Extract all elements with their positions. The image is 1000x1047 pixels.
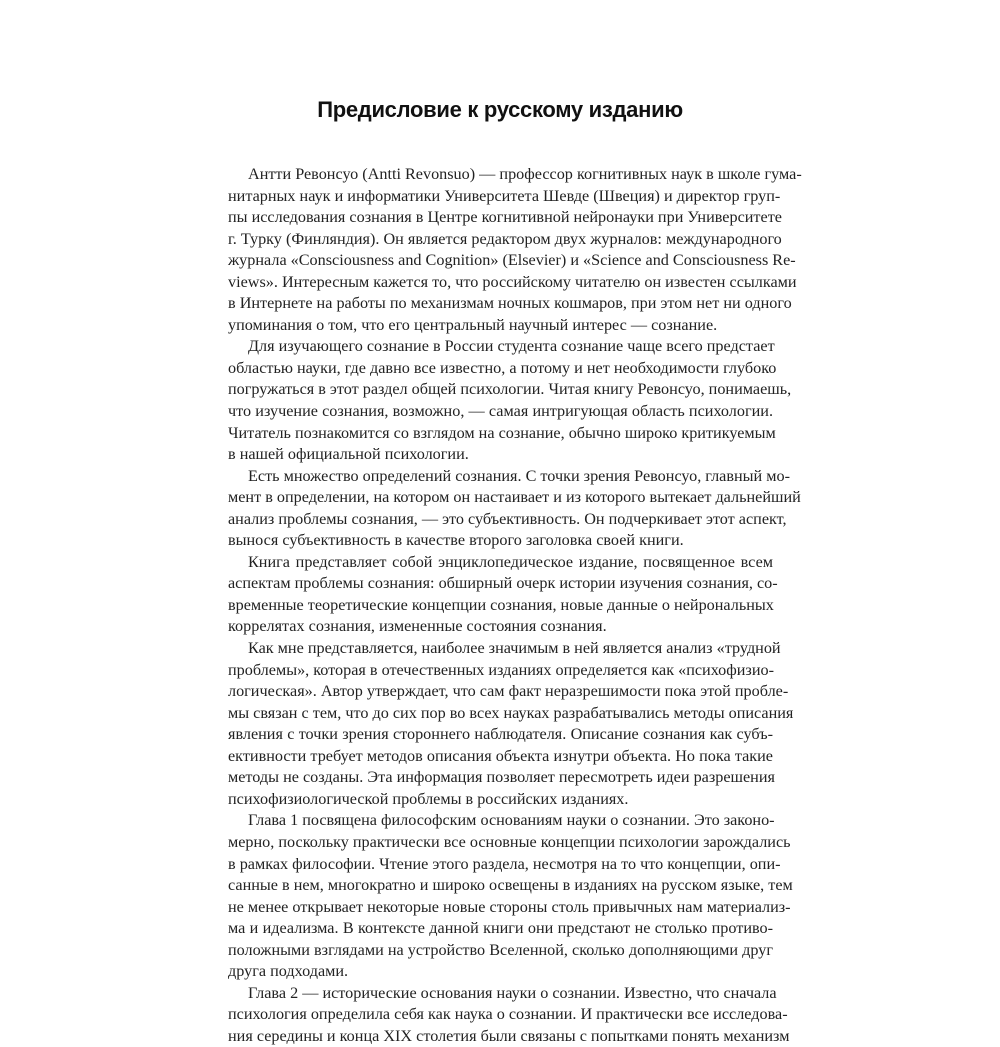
text-line: мерно, поскольку практически все основные концепции психологии зарождались bbox=[228, 832, 791, 851]
text-line: Антти Ревонсуо (Antti Revonsuo) — профессор когнитивных наук в школе гума- bbox=[248, 165, 802, 183]
text-line: явления с точки зрения стороннего наблюдателя. Описание сознания как субъ- bbox=[228, 725, 773, 744]
text-line: Читатель познакомится со взглядом на сознание, обычно широко критикуемым bbox=[228, 423, 776, 442]
text-line: Глава 2 — исторические основания науки о сознании. Известно, что сначала bbox=[248, 983, 777, 1002]
text-line: ния середины и конца XIX столетия были связаны с попытками понять механизм bbox=[228, 1026, 790, 1045]
text-line: в Интернете на работы по механизмам ночных кошмаров, при этом нет ни одного bbox=[228, 294, 792, 313]
text-line: ма и идеализма. В контексте данной книги они предстают не столько противо- bbox=[228, 919, 773, 938]
text-line: Для изучающего сознание в России студента сознание чаще всего предстает bbox=[248, 337, 775, 356]
text-line: положными взглядами на устройство Вселенной, сколько дополняющими друг bbox=[228, 940, 773, 959]
text-line: г. Турку (Финляндия). Он является редактором двух журналов: международного bbox=[228, 229, 782, 248]
text-line: аспектам проблемы сознания: обширный очерк истории изучения сознания, со- bbox=[228, 574, 778, 593]
text-line: санные в нем, многократно и широко освещены в изданиях на русском языке, тем bbox=[228, 876, 793, 895]
text-line: погружаться в этот раздел общей психологии. Читая книгу Ревонсуо, понимаешь, bbox=[228, 380, 792, 399]
text-line: проблемы», которая в отечественных изданиях определяется как «психофизио- bbox=[228, 660, 774, 679]
text-line: не менее открывает некоторые новые стороны столь привычных нам материализ- bbox=[228, 897, 791, 916]
text-line: методы не созданы. Эта информация позволяет пересмотреть идеи разрешения bbox=[228, 768, 775, 787]
text-line: пы исследования сознания в Центре когнитивной нейронауки при Университете bbox=[228, 208, 782, 227]
text-line: Глава 1 посвящена философским основаниям науки о сознании. Это законо- bbox=[248, 811, 775, 830]
text-line: логическая». Автор утверждает, что сам факт неразрешимости пока этой пробле- bbox=[228, 682, 789, 701]
text-line: Есть множество определений сознания. С точки зрения Ревонсуо, главный мо- bbox=[248, 466, 790, 485]
text-line: мы связан с тем, что до сих пор во всех науках разрабатывались методы описания bbox=[228, 703, 794, 722]
text-line: журнала «Consciousness and Cognition» (Elsevier) и «Science and Consciousness Re- bbox=[228, 251, 796, 270]
text-line: вынося субъективность в качестве второго заголовка своей книги. bbox=[228, 531, 684, 550]
text-line: коррелятах сознания, измененные состояния сознания. bbox=[228, 617, 607, 636]
text-line: Как мне представляется, наиболее значимым в ней является анализ «трудной bbox=[248, 639, 781, 658]
paragraph bbox=[228, 983, 790, 1047]
text-line: психофизиологической проблемы в российских изданиях. bbox=[228, 789, 629, 808]
paragraph bbox=[228, 810, 793, 982]
text-line: друга подходами. bbox=[228, 962, 349, 981]
paragraph bbox=[228, 164, 802, 336]
paragraph bbox=[228, 638, 794, 810]
text-line: в нашей официальной психологии. bbox=[228, 445, 469, 464]
text-line: психология определила себя как наука о сознании. И практически все исследова- bbox=[228, 1005, 788, 1024]
text-line: в рамках философии. Чтение этого раздела, несмотря на то что концепции, опи- bbox=[228, 854, 781, 873]
text-line: временные теоретические концепции сознания, новые данные о нейрональных bbox=[228, 595, 774, 614]
document-body bbox=[228, 164, 802, 1047]
text-line: ективности требует методов описания объекта изнутри объекта. Но пока такие bbox=[228, 746, 773, 765]
paragraph bbox=[228, 336, 792, 465]
text-line: мент в определении, на котором он настаивает и из которого вытекает дальнейший bbox=[228, 488, 801, 507]
text-line: упоминания о том, что его центральный научный интерес — сознание. bbox=[228, 315, 718, 334]
text-line: анализ проблемы сознания, — это субъективность. Он подчеркивает этот аспект, bbox=[228, 509, 787, 528]
text-line: Книга представляет собой энциклопедическое издание, посвященное всем bbox=[248, 552, 773, 571]
page-title: Предисловие к русскому изданию bbox=[317, 97, 683, 122]
text-line: что изучение сознания, возможно, — самая интригующая область психологии. bbox=[228, 402, 773, 421]
text-line: областью науки, где давно все известно, а потому и нет необходимости глубоко bbox=[228, 358, 777, 377]
text-line: нитарных наук и информатики Университета Шевде (Швеция) и директор груп- bbox=[228, 186, 781, 205]
paragraph bbox=[228, 466, 801, 552]
paragraph bbox=[228, 552, 778, 638]
text-line: views». Интересным кажется то, что российскому читателю он известен ссылками bbox=[228, 272, 797, 291]
